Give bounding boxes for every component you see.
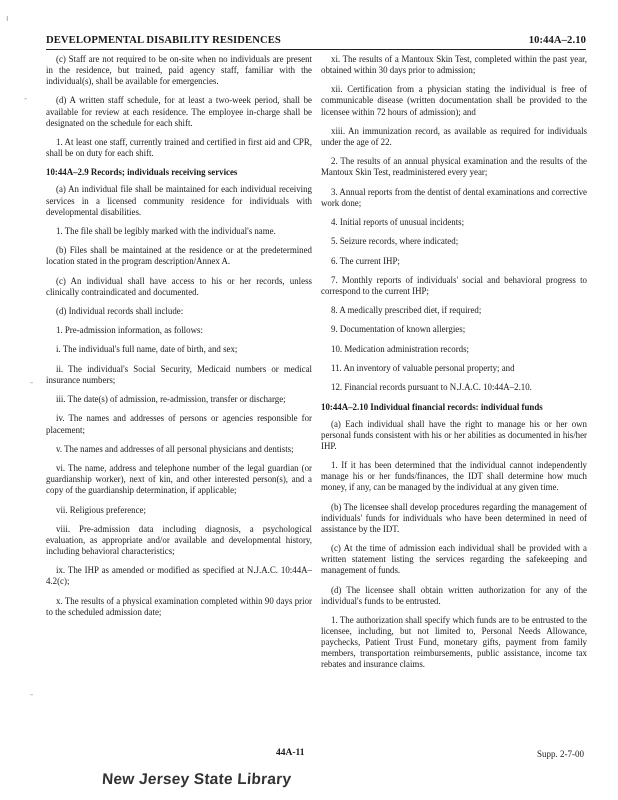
paragraph: 6. The current IHP;: [331, 255, 400, 266]
page-number: 44A-11: [276, 748, 305, 758]
paragraph: (c) At the time of admission each individual shall be provided with a written statement listing the services regarding the safekeeping and management of funds.: [321, 543, 587, 576]
paragraph: i. The individual's full name, date of birth, and sex;: [56, 344, 238, 355]
paragraph: 1. The file shall be legibly marked with the individual's name.: [56, 225, 276, 236]
section-heading: 10:44A–2.9 Records; individuals receiving services: [46, 167, 238, 178]
paragraph: 1. If it has been determined that the individual cannot independently manage his or her funds/finances, the IDT shall determine how much money, if any, can be managed by the individual at any given time.: [321, 460, 587, 493]
paragraph: (d) The licensee shall obtain written authorization for any of the individual's funds to be entrusted.: [321, 584, 587, 606]
paragraph: (a) An individual file shall be maintained for each individual receiving services in a licensed community residence for individuals with developmental disabilities.: [46, 184, 312, 217]
paragraph: 3. Annual reports from the dentist of dental examinations and corrective work done;: [321, 186, 587, 208]
paragraph: 9. Documentation of known allergies;: [331, 324, 466, 335]
paragraph: vii. Religious preference;: [56, 504, 146, 515]
margin-tick-icon: ‐: [30, 690, 34, 700]
paragraph: 1. Pre-admission information, as follows:: [56, 325, 203, 336]
section-heading: 10:44A–2.10 Individual financial records: individual funds: [321, 401, 543, 412]
paragraph: 12. Financial records pursuant to N.J.A.C. 10:44A–2.10.: [331, 382, 532, 393]
paragraph: (b) Files shall be maintained at the residence or at the predetermined location stated in the program description/Annex A.: [46, 245, 312, 267]
paragraph: iv. The names and addresses of persons or agencies responsible for placement;: [46, 413, 312, 435]
paragraph: (d) Individual records shall include:: [56, 305, 184, 316]
paragraph: vi. The name, address and telephone number of the legal guardian (or guardianship worker), next of kin, and other interested person(s), and a copy of the guardianship determination, if applicable;: [46, 463, 312, 496]
paragraph: 1. At least one staff, currently trained and certified in first aid and CPR, shall be on duty for each shift.: [46, 136, 312, 159]
margin-tick-icon: ‐: [24, 94, 28, 104]
supplement-date: Supp. 2-7-00: [537, 749, 584, 759]
section-number: 10:44A–2.10: [528, 35, 586, 46]
margin-tick-icon: ‐: [30, 378, 34, 388]
paragraph: 8. A medically prescribed diet, if required;: [331, 305, 482, 316]
margin-tick-icon: ı: [6, 14, 9, 24]
paragraph: 5. Seizure records, where indicated;: [331, 236, 459, 247]
page-header: [46, 33, 586, 50]
library-stamp: New Jersey State Library: [101, 771, 292, 788]
paragraph: (a) Each individual shall have the right to manage his or her own personal funds consistent with his or her abilities as documented in his/her IHP.: [321, 418, 587, 451]
paragraph: iii. The date(s) of admission, re-admission, transfer or discharge;: [56, 394, 286, 405]
paragraph: 1. The authorization shall specify which funds are to be entrusted to the licensee, including, but not limited to, Personal Needs Allowance, paychecks, Patient Trust Fund, monetary gifts, payment from family members, transportation reimbursements, public assistance, income tax rebates and insurance claims.: [321, 614, 587, 670]
chapter-title: DEVELOPMENTAL DISABILITY RESIDENCES: [46, 35, 281, 46]
paragraph: (c) An individual shall have access to his or her records, unless clinically contraindicated and documented.: [46, 275, 312, 297]
right-column: [321, 54, 587, 746]
paragraph: 7. Monthly reports of individuals' social and behavioral progress to correspond to the current IHP;: [321, 274, 587, 296]
paragraph: ix. The IHP as amended or modified as specified at N.J.A.C. 10:44A–4.2(c);: [46, 565, 312, 587]
paragraph: 11. An inventory of valuable personal property; and: [331, 363, 515, 374]
paragraph: viii. Pre-admission data including diagnosis, a psychological evaluation, as appropriate and/or available and developmental history, including behavioral characteristics;: [46, 523, 312, 556]
paragraph: (d) A written staff schedule, for at least a two-week period, shall be available for review at each residence. The employee in-charge shall be designated on the schedule for each shift.: [46, 95, 312, 128]
paragraph: ii. The individual's Social Security, Medicaid numbers or medical insurance numbers;: [46, 363, 312, 385]
paragraph: 10. Medication administration records;: [331, 343, 470, 354]
paragraph: (b) The licensee shall develop procedures regarding the management of individuals' funds for individuals who have been determined in need of assistance by the IDT.: [321, 501, 587, 534]
paragraph: v. The names and addresses of all personal physicians and dentists;: [56, 443, 294, 454]
paragraph: xi. The results of a Mantoux Skin Test, completed within the past year, obtained within 30 days prior to admission;: [321, 54, 587, 76]
paragraph: 2. The results of an annual physical examination and the results of the Mantoux Skin Test, readministered every year;: [321, 156, 587, 178]
left-column: [46, 54, 312, 746]
paragraph: xiii. An immunization record, as available as required for individuals under the age of 22.: [321, 125, 587, 147]
paragraph: (c) Staff are not required to be on-site when no individuals are present in the residence, but trained, paid agency staff, familiar with the individual(s), shall be available for emergencies.: [46, 54, 312, 87]
paragraph: 4. Initial reports of unusual incidents;: [331, 216, 465, 227]
paragraph: xii. Certification from a physician stating the individual is free of communicable disease (written documentation shall be provided to the licensee within 72 hours of admission); and: [321, 84, 587, 117]
paragraph: x. The results of a physical examination completed within 90 days prior to the scheduled admission date;: [46, 595, 312, 617]
